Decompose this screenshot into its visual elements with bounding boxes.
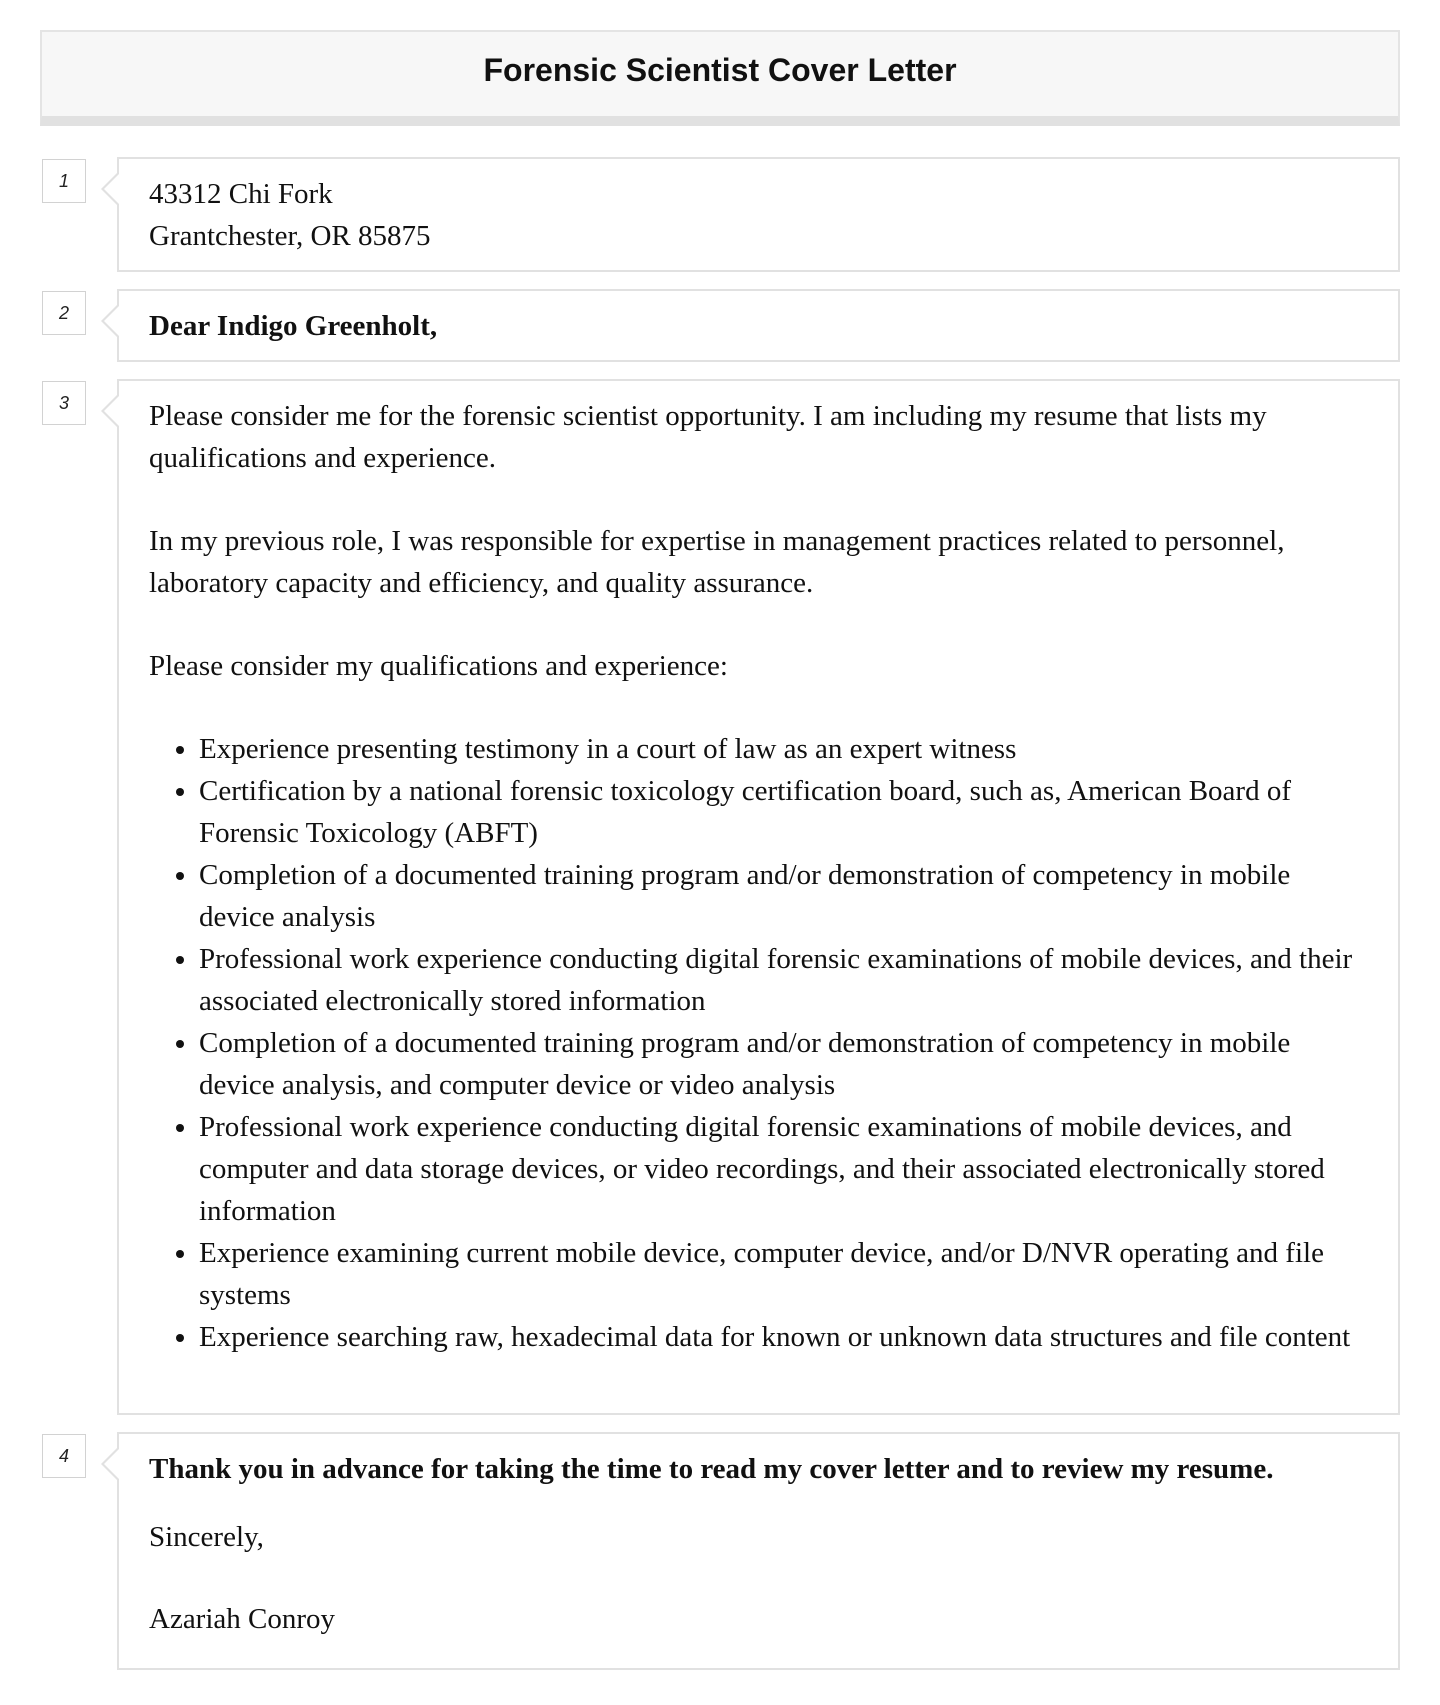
address-line-2: Grantchester, OR 85875 bbox=[149, 220, 431, 252]
section-number: 4 bbox=[42, 1434, 86, 1478]
closing-salutation: Sincerely, bbox=[149, 1521, 264, 1553]
greeting-card bbox=[117, 289, 1400, 362]
list-item: • Experience presenting testimony in a court of law as an expert witness bbox=[199, 728, 1368, 770]
signature-name: Azariah Conroy bbox=[149, 1603, 336, 1635]
intro-paragraph: Please consider me for the forensic scientist opportunity. I am including my resume that lists my qualifications and experience. bbox=[149, 400, 1267, 474]
section-number: 3 bbox=[42, 381, 86, 425]
address-card bbox=[117, 157, 1400, 272]
list-item: • Experience searching raw, hexadecimal data for known or unknown data structures and file content bbox=[199, 1316, 1368, 1358]
list-item: • Completion of a documented training program and/or demonstration of competency in mobile device analysis, and computer device or video analysis bbox=[199, 1022, 1368, 1106]
thank-you-line: Thank you in advance for taking the time to read my cover letter and to review my resume. bbox=[149, 1453, 1274, 1485]
section-number: 1 bbox=[42, 159, 86, 203]
qualifications-intro: Please consider my qualifications and experience: bbox=[149, 650, 728, 682]
greeting: Dear Indigo Greenholt, bbox=[149, 310, 438, 342]
list-item: • Certification by a national forensic toxicology certification board, such as, American Board of Forensic Toxicology (ABFT) bbox=[199, 770, 1368, 854]
title-bar bbox=[40, 30, 1400, 126]
list-item: • Completion of a documented training program and/or demonstration of competency in mobile device analysis bbox=[199, 854, 1368, 938]
list-item: • Experience examining current mobile device, computer device, and/or D/NVR operating and file systems bbox=[199, 1232, 1368, 1316]
address-line-1: 43312 Chi Fork bbox=[149, 178, 333, 210]
closing-card bbox=[117, 1432, 1400, 1670]
qualifications-list bbox=[149, 728, 1368, 1358]
list-item: • Professional work experience conducting digital forensic examinations of mobile devices, and computer and data storage devices, or video recordings, and their associated electronically stored information bbox=[199, 1106, 1368, 1232]
previous-role-paragraph: In my previous role, I was responsible for expertise in management practices related to personnel, laboratory capacity and efficiency, and quality assurance. bbox=[149, 525, 1285, 599]
body-card bbox=[117, 379, 1400, 1415]
list-item: • Professional work experience conducting digital forensic examinations of mobile devices, and their associated electronically stored information bbox=[199, 938, 1368, 1022]
section-number: 2 bbox=[42, 291, 86, 335]
page-title: Forensic Scientist Cover Letter bbox=[483, 51, 957, 88]
